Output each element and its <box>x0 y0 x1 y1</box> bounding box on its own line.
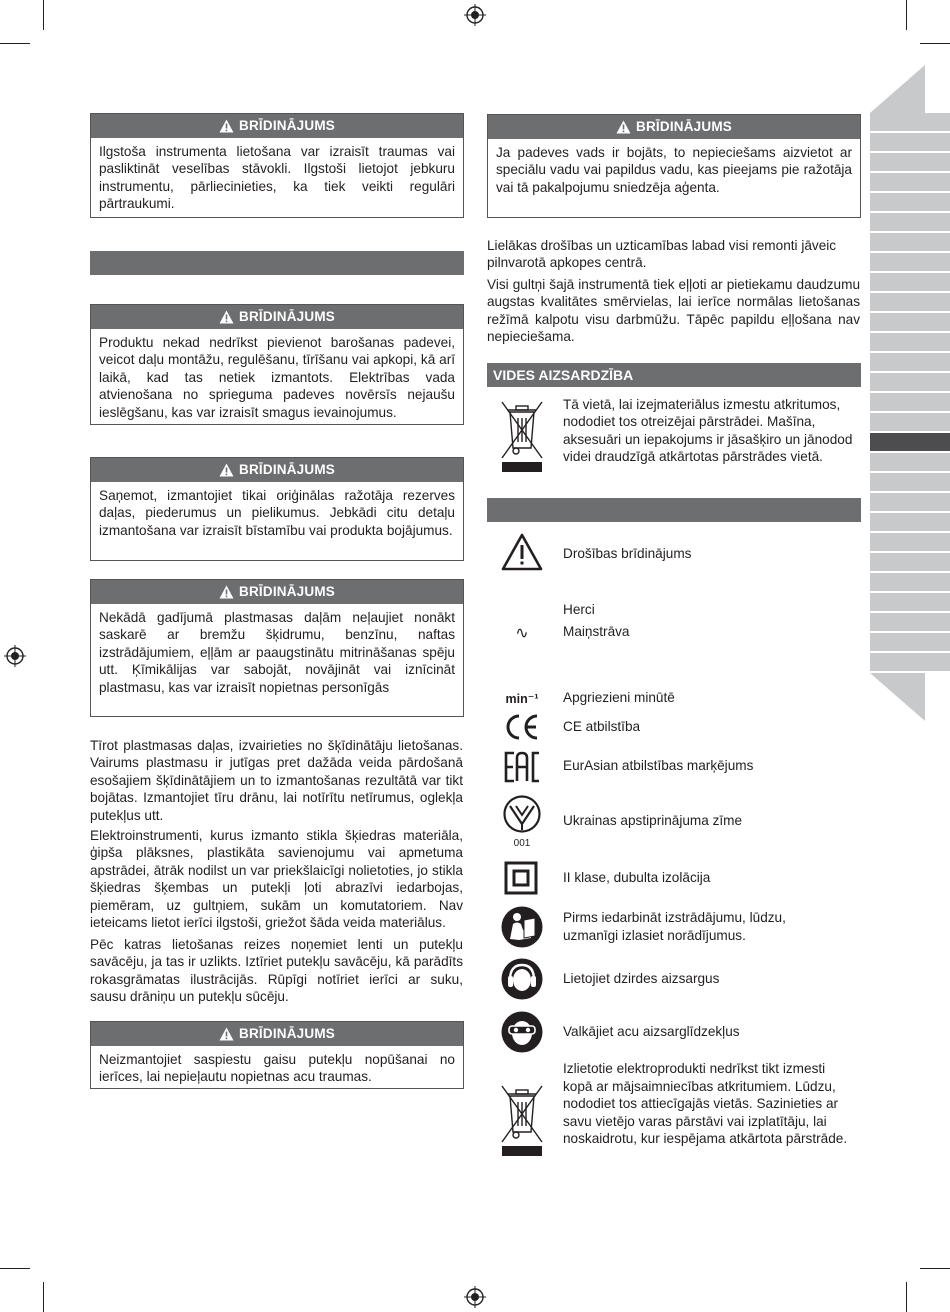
service-paragraph: Lielākas drošības un uzticamības labad visi remonti jāveic pilnvarotā apkopes centrā. <box>487 238 837 271</box>
side-tab <box>870 313 950 333</box>
symbol-label: Pirms iedarbināt izstrādājumu, lūdzu, uzmanīgi izlasiet norādījumus. <box>563 910 786 943</box>
side-tab <box>870 653 950 673</box>
registration-mark-icon <box>464 1286 486 1308</box>
registration-mark-icon <box>464 4 486 26</box>
side-tab <box>870 493 950 513</box>
alternating-current-icon: ∿ <box>515 625 529 642</box>
crop-mark <box>906 0 907 30</box>
weee-bin-icon <box>496 1082 548 1160</box>
warning-header <box>91 1022 463 1046</box>
side-tab <box>870 153 950 173</box>
warning-text: Ilgstoša instrumenta lietošana var izraisīt traumas vai pasliktināt veselības stāvokli. Ilgstoši lietojot jebkuru instrumentu, pārliecinieties, ka tiek veikti regulāri pārtraukumi. <box>99 144 455 212</box>
lubrication-paragraph: Visi gultņi šajā instrumentā tiek eļļoti ar pietiekamu daudzumu augstas kvalitātes smērvielas, lai ierīce normālas lietošanas režīmā kalpotu visu darbmūžu. Tāpēc papildu eļļošana nav nepieciešama. <box>487 277 860 345</box>
warning-text: Produktu nekad nedrīkst pievienot barošanas padevei, veicot daļu montāžu, regulēšanu, tīrīšanu vai apkopi, kā arī laikā, kad tas netiek izmantots. Elektrības vada atvienošana no sprieguma padeves novērsīs nejaušu ieslēgšanu, kas var izraisīt smagus ievainojumus. <box>99 335 455 420</box>
side-tab <box>870 573 950 593</box>
side-tab <box>870 613 950 633</box>
side-tab <box>870 593 950 613</box>
symbol-label: Drošības brīdinājums <box>563 546 692 561</box>
rpm-mark: min⁻¹ <box>505 691 539 706</box>
warning-text: Nekādā gadījumā plastmasas daļām neļaujiet nonākt saskarē ar bremžu šķidrumu, benzīnu, naftas izstrādājumiem, eļļām ar paaugstinātu mitrināšanas spēju utt. Ķīmikālijas var sabojāt, novājināt vai iznīcināt plastmasu, kas var izraisīt nopietnas personīgās <box>99 610 455 695</box>
cleaning-paragraph: Pēc katras lietošanas reizes noņemiet lenti un putekļu savācēju, ja tas ir uzlikts. Iztīriet putekļu savācēju, kā parādīts rokasgrāmatas ilustrācijās. Rūpīgi notīriet ierīci ar suku, sausu drāniņu un putekļu sūcēju. <box>90 937 463 1005</box>
warning-title: BRĪDINĀJUMS <box>239 462 335 477</box>
eye-protection-icon <box>500 1010 544 1054</box>
symbol-label: II klase, dubulta izolācija <box>563 870 711 885</box>
double-insulation-icon <box>503 860 539 896</box>
warning-title: BRĪDINĀJUMS <box>239 584 335 599</box>
side-tab <box>870 373 950 393</box>
crop-mark <box>906 1282 907 1312</box>
registration-mark-icon <box>4 645 26 667</box>
side-tab <box>870 173 950 193</box>
side-tab <box>870 293 950 313</box>
weee-bin-icon <box>496 398 548 476</box>
side-tab <box>870 213 950 233</box>
side-tab <box>870 193 950 213</box>
side-tab <box>870 393 950 413</box>
symbol-label: CE atbilstība <box>563 719 641 734</box>
side-tab <box>870 253 950 273</box>
crop-mark <box>920 43 950 44</box>
warning-triangle-icon <box>219 463 234 477</box>
side-tab <box>870 413 950 433</box>
warning-triangle-icon <box>219 585 234 599</box>
symbol-label: EurAsian atbilstības marķējums <box>563 758 754 773</box>
ear-protection-icon <box>500 957 544 1001</box>
warning-title: BRĪDINĀJUMS <box>239 1026 335 1041</box>
side-tab-wedge <box>870 673 925 721</box>
symbol-label: Maiņstrāva <box>563 624 630 639</box>
side-tab <box>870 133 950 153</box>
side-tab <box>870 113 950 133</box>
warning-title: BRĪDINĀJUMS <box>239 309 335 324</box>
crop-mark <box>920 1268 950 1269</box>
symbol-label: Izlietotie elektroprodukti nedrīkst tikt izmesti kopā ar mājsaimniecības atkritumiem. Lūdzu, nododiet tos attiecīgajās vietās. Sazinieties ar savu vietējo varas pārstāvi vai izplatītāju, lai noskaidrotu, kur iespējama atkārtota pārstrāde. <box>563 1061 848 1147</box>
crop-mark <box>0 43 30 44</box>
warning-text: Ja padeves vads ir bojāts, to nepieciešams aizvietot ar speciālu vadu vai papildus vadu, kas pieejams pie ražotāja vai tā pakalpojumu sniedzēja aģenta. <box>496 145 852 195</box>
eac-mark-icon <box>502 750 542 784</box>
read-manual-icon <box>500 905 544 949</box>
crop-mark <box>43 0 44 30</box>
warning-title: BRĪDINĀJUMS <box>239 118 335 133</box>
crop-mark <box>0 1268 30 1269</box>
side-tab-wedge <box>870 65 925 113</box>
symbols-section-header-bar <box>487 498 861 522</box>
warning-header <box>91 458 463 482</box>
side-tab <box>870 273 950 293</box>
side-tab <box>870 473 950 493</box>
warning-box <box>487 114 861 218</box>
warning-box <box>90 457 464 561</box>
warning-header <box>91 580 463 604</box>
side-tab <box>870 633 950 653</box>
side-tab <box>870 513 950 533</box>
warning-box <box>90 579 464 717</box>
crop-mark <box>43 1282 44 1312</box>
environment-section-title: VIDES AIZSARDZĪBA <box>487 363 861 387</box>
side-tab <box>870 453 950 473</box>
ukraine-approval-icon <box>499 794 545 834</box>
warning-box <box>90 113 464 218</box>
symbol-label: Ukrainas apstiprinājuma zīme <box>563 813 743 828</box>
warning-title: BRĪDINĀJUMS <box>636 119 732 134</box>
cleaning-paragraph: Elektroinstrumenti, kurus izmanto stikla šķiedras materiāla, ģipša plāksnes, plastikāta savienojumu vai apmetuma apstrādei, ātrāk nodilst un var priekšlaicīgi nolietoties, jo stikla šķiedras šķembas un putekļi ļoti abrazīvi iedarbojas, piemēram, uz gultņiem, sukām un komutatoriem. Nav ieteicams lietot ierīci ilgstoši, griežot šāda veida materiālus. <box>90 828 463 931</box>
safety-warning-icon <box>499 531 545 573</box>
side-tab <box>870 233 950 253</box>
side-tab <box>870 333 950 353</box>
side-tab <box>870 553 950 573</box>
symbol-label: Apgriezieni minūtē <box>563 690 675 705</box>
environment-text: Tā vietā, lai izejmateriālus izmestu atkritumos, nododiet tos otreizējai pārstrādei. Mašīna, aksesuāri un iepakojums ir jāsašķiro un jānodod videi draudzīgā atkārtotas pārstrādes vietā. <box>563 397 853 465</box>
warning-text: Saņemot, izmantojiet tikai oriģinālas ražotāja rezerves daļas, piederumus un pielikumus. Jebkādi citu detaļu izmantošana var izraisīt bīstamību vai produkta bojājumus. <box>99 488 455 538</box>
symbol-label: Valkājiet acu aizsarglīdzekļus <box>563 1024 740 1039</box>
warning-box <box>90 1021 464 1089</box>
symbol-label: Herci <box>563 602 595 617</box>
ce-mark-icon <box>502 712 542 742</box>
ukraine-code: 001 <box>513 837 531 849</box>
warning-header <box>91 114 463 138</box>
warning-triangle-icon <box>219 1027 234 1041</box>
side-tab <box>870 533 950 553</box>
section-header-bar <box>90 251 464 275</box>
warning-text: Neizmantojiet saspiestu gaisu putekļu nopūšanai no ierīces, lai nepieļautu nopietnas acu traumas. <box>99 1052 455 1085</box>
warning-header <box>91 305 463 329</box>
symbol-label: Lietojiet dzirdes aizsargus <box>563 971 720 986</box>
warning-triangle-icon <box>219 310 234 324</box>
side-tab-active <box>870 433 950 453</box>
side-tab <box>870 353 950 373</box>
warning-box <box>90 304 464 425</box>
warning-header <box>488 115 860 139</box>
warning-triangle-icon <box>616 120 631 134</box>
warning-triangle-icon <box>219 119 234 133</box>
cleaning-paragraph: Tīrot plastmasas daļas, izvairieties no šķīdinātāju lietošanas. Vairums plastmasu ir jutīgas pret dažāda veida pārdošanā esošajiem šķīdinātājiem un to izmantošanas rezultātā var tikt bojātas. Izmantojiet tīru drānu, lai notīrītu netīrumus, oglekļa putekļus utt. <box>90 738 463 823</box>
side-language-tabs <box>870 113 950 673</box>
